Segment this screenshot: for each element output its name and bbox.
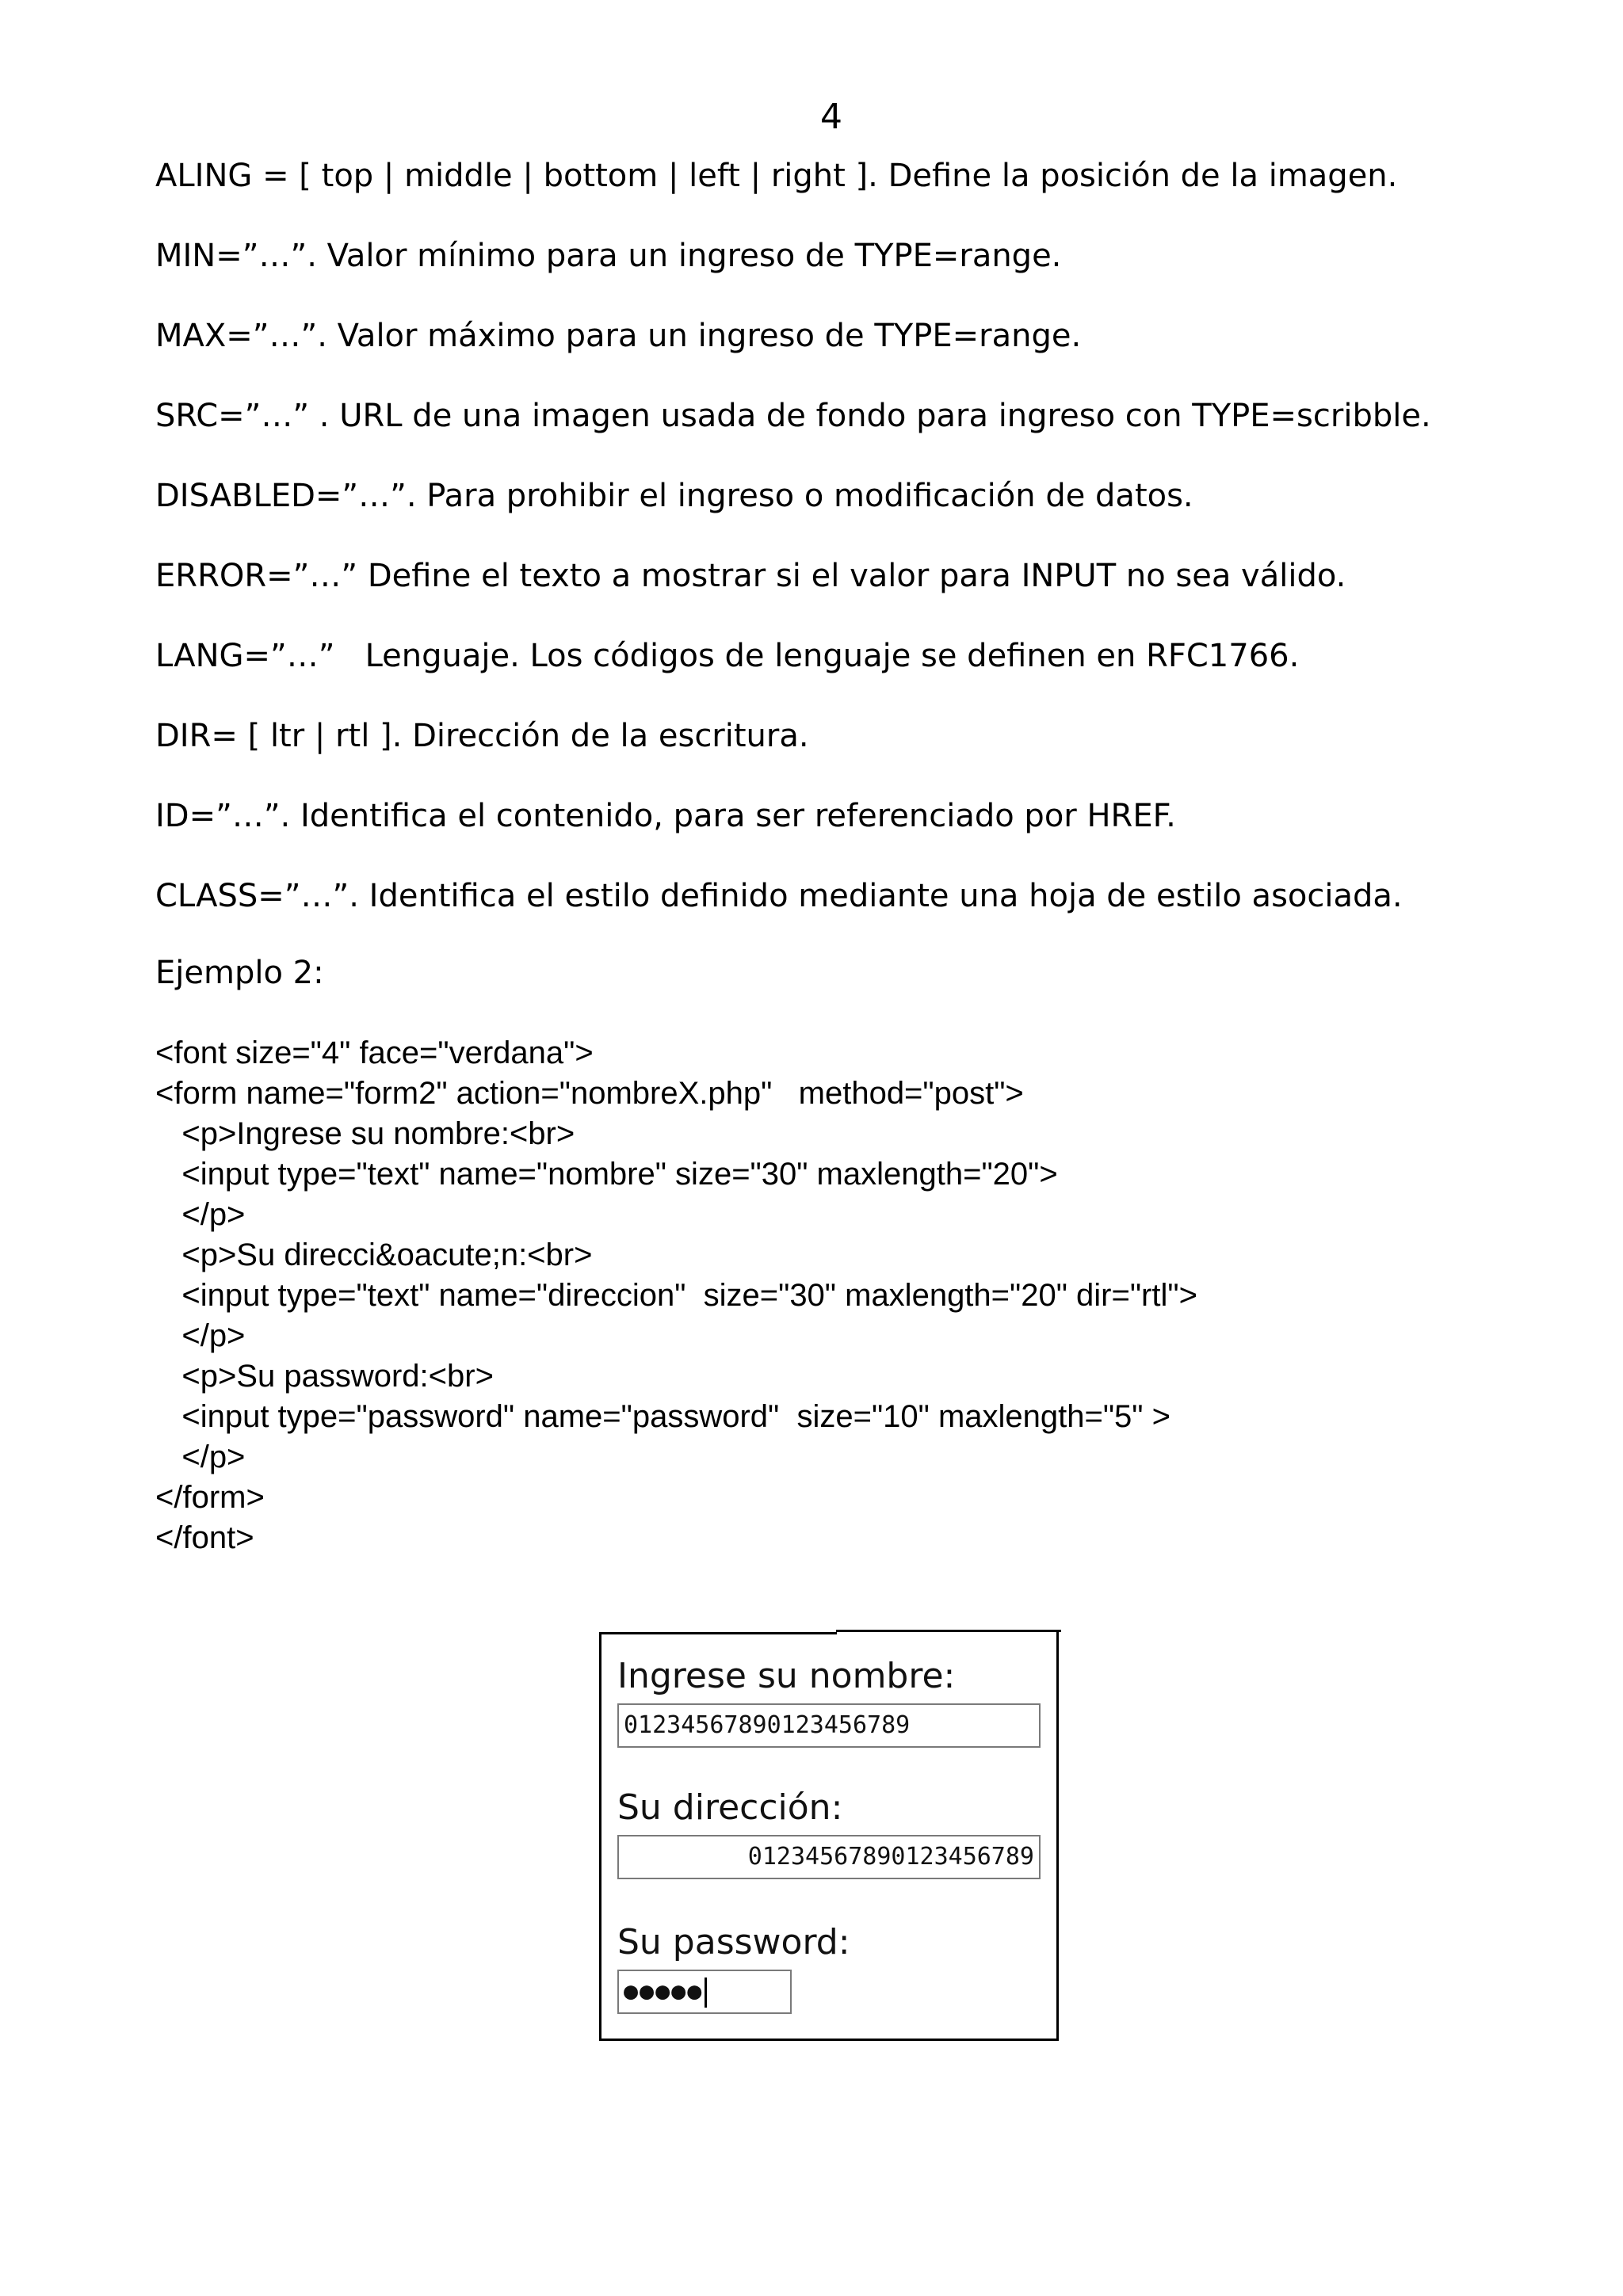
address-input[interactable]: 01234567890123456789 bbox=[617, 1835, 1041, 1879]
frame-edge bbox=[599, 1632, 837, 1634]
password-input[interactable] bbox=[617, 1970, 792, 2014]
example-heading: Ejemplo 2: bbox=[155, 955, 324, 991]
code-line: <input type="text" name="direccion" size="30" maxlength="20" dir="rtl"> bbox=[155, 1278, 1197, 1313]
attribute-id: ID=”…”. Identifica el contenido, para ser referenciado por HREF. bbox=[155, 798, 1176, 834]
attribute-dir: DIR= [ ltr | rtl ]. Dirección de la escritura. bbox=[155, 718, 809, 754]
code-line: <form name="form2" action="nombreX.php" method="post"> bbox=[155, 1076, 1024, 1111]
name-input[interactable]: 01234567890123456789 bbox=[617, 1703, 1041, 1748]
password-label: Su password: bbox=[617, 1922, 850, 1962]
code-line: </p> bbox=[155, 1440, 246, 1474]
attribute-class: CLASS=”…”. Identifica el estilo definido mediante una hoja de estilo asociada. bbox=[155, 878, 1403, 914]
attribute-min: MIN=”…”. Valor mínimo para un ingreso de TYPE=range. bbox=[155, 238, 1062, 274]
password-mask: ●●●●● bbox=[624, 1978, 704, 2005]
frame-edge bbox=[836, 1630, 1061, 1632]
code-line: <p>Su direcci&oacute;n:<br> bbox=[155, 1238, 593, 1272]
code-line: <font size="4" face="verdana"> bbox=[155, 1035, 594, 1070]
code-line: </p> bbox=[155, 1197, 246, 1232]
attribute-lang: LANG=”…” Lenguaje. Los códigos de lenguaje se definen en RFC1766. bbox=[155, 638, 1300, 674]
code-line: </p> bbox=[155, 1318, 246, 1353]
code-line: <input type="password" name="password" size="10" maxlength="5" > bbox=[155, 1399, 1170, 1434]
address-label: Su dirección: bbox=[617, 1787, 843, 1828]
attribute-src: SRC=”…” . URL de una imagen usada de fondo para ingreso con TYPE=scribble. bbox=[155, 398, 1431, 434]
attribute-max: MAX=”…”. Valor máximo para un ingreso de TYPE=range. bbox=[155, 318, 1082, 354]
form-demo-screenshot bbox=[599, 1632, 1059, 2041]
attribute-aling: ALING = [ top | middle | bottom | left | right ]. Define la posición de la imagen. bbox=[155, 158, 1398, 194]
name-label: Ingrese su nombre: bbox=[617, 1656, 956, 1696]
code-line: <p>Su password:<br> bbox=[155, 1359, 494, 1394]
code-line: <p>Ingrese su nombre:<br> bbox=[155, 1116, 575, 1151]
page-number: 4 bbox=[820, 97, 842, 137]
attribute-error: ERROR=”…” Define el texto a mostrar si el valor para INPUT no sea válido. bbox=[155, 558, 1346, 594]
code-line: </font> bbox=[155, 1520, 254, 1555]
code-line: </form> bbox=[155, 1480, 265, 1515]
attribute-disabled: DISABLED=”…”. Para prohibir el ingreso o modificación de datos. bbox=[155, 478, 1193, 514]
text-caret bbox=[705, 1978, 707, 2008]
code-line: <input type="text" name="nombre" size="30" maxlength="20"> bbox=[155, 1157, 1058, 1192]
